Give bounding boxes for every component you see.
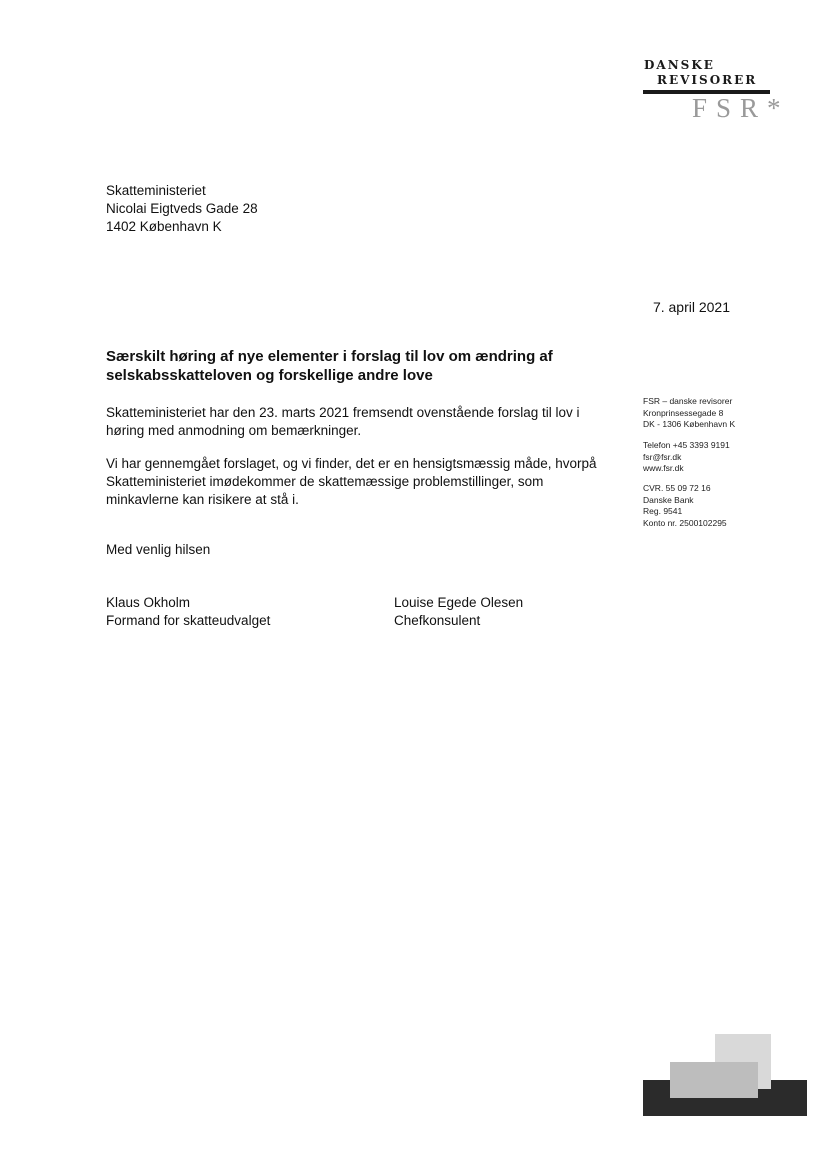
sidebar-bank: [643, 483, 727, 529]
sidebar-contact: [643, 440, 730, 475]
sidebar-account: Konto nr. 2500102295: [643, 517, 727, 528]
recipient-name: Skatteministeriet: [106, 183, 206, 198]
closing-greeting: Med venlig hilsen: [106, 542, 211, 557]
logo-mark: FSR*: [692, 93, 790, 123]
sidebar-street: Kronprinsessegade 8: [643, 407, 724, 418]
logo-line-2: REVISORER: [657, 73, 758, 87]
signature-name: Klaus Okholm: [106, 595, 191, 610]
sidebar-org: FSR – danske revisorer: [643, 396, 733, 406]
signature-name: Louise Egede Olesen: [394, 595, 524, 610]
body-paragraph-1: Skatteministeriet har den 23. marts 2021 fremsendt ovenstående forslag til lov i høring med anmodning om bemærkninger.: [106, 405, 580, 438]
letter-date: 7. april 2021: [652, 299, 730, 315]
sidebar-phone: Telefon +45 3393 9191: [643, 440, 730, 450]
signature-block-1: [106, 594, 270, 630]
signature-title: Chefkonsulent: [394, 613, 481, 628]
sidebar-reg: Reg. 9541: [643, 506, 683, 516]
sidebar-city: DK - 1306 København K: [643, 419, 736, 429]
signature-title: Formand for skatteudvalget: [106, 613, 271, 628]
recipient-address: [106, 182, 258, 236]
recipient-street: Nicolai Eigtveds Gade 28: [106, 201, 258, 216]
sidebar-address: [643, 396, 735, 431]
sidebar-web: www.fsr.dk: [643, 463, 684, 473]
footer-graphic-mid: [670, 1062, 758, 1098]
sidebar-email: fsr@fsr.dk: [643, 451, 682, 462]
recipient-city: 1402 København K: [106, 219, 222, 234]
body-paragraph-2: Vi har gennemgået forslaget, og vi finder, det er en hensigtsmæssig måde, hvorpå Skatteministeriet imødekommer de skattemæssige problemstillinger, som minkavlerne kan risikere at stå i.: [106, 456, 597, 507]
logo-line-1: DANSKE: [644, 58, 715, 72]
sidebar-cvr: CVR. 55 09 72 16: [643, 483, 711, 493]
signature-block-2: [394, 594, 523, 630]
sidebar-bank-name: Danske Bank: [643, 494, 694, 505]
letter-subject: Særskilt høring af nye elementer i forslag til lov om ændring af selskabsskatteloven og forskellige andre love: [106, 348, 553, 384]
